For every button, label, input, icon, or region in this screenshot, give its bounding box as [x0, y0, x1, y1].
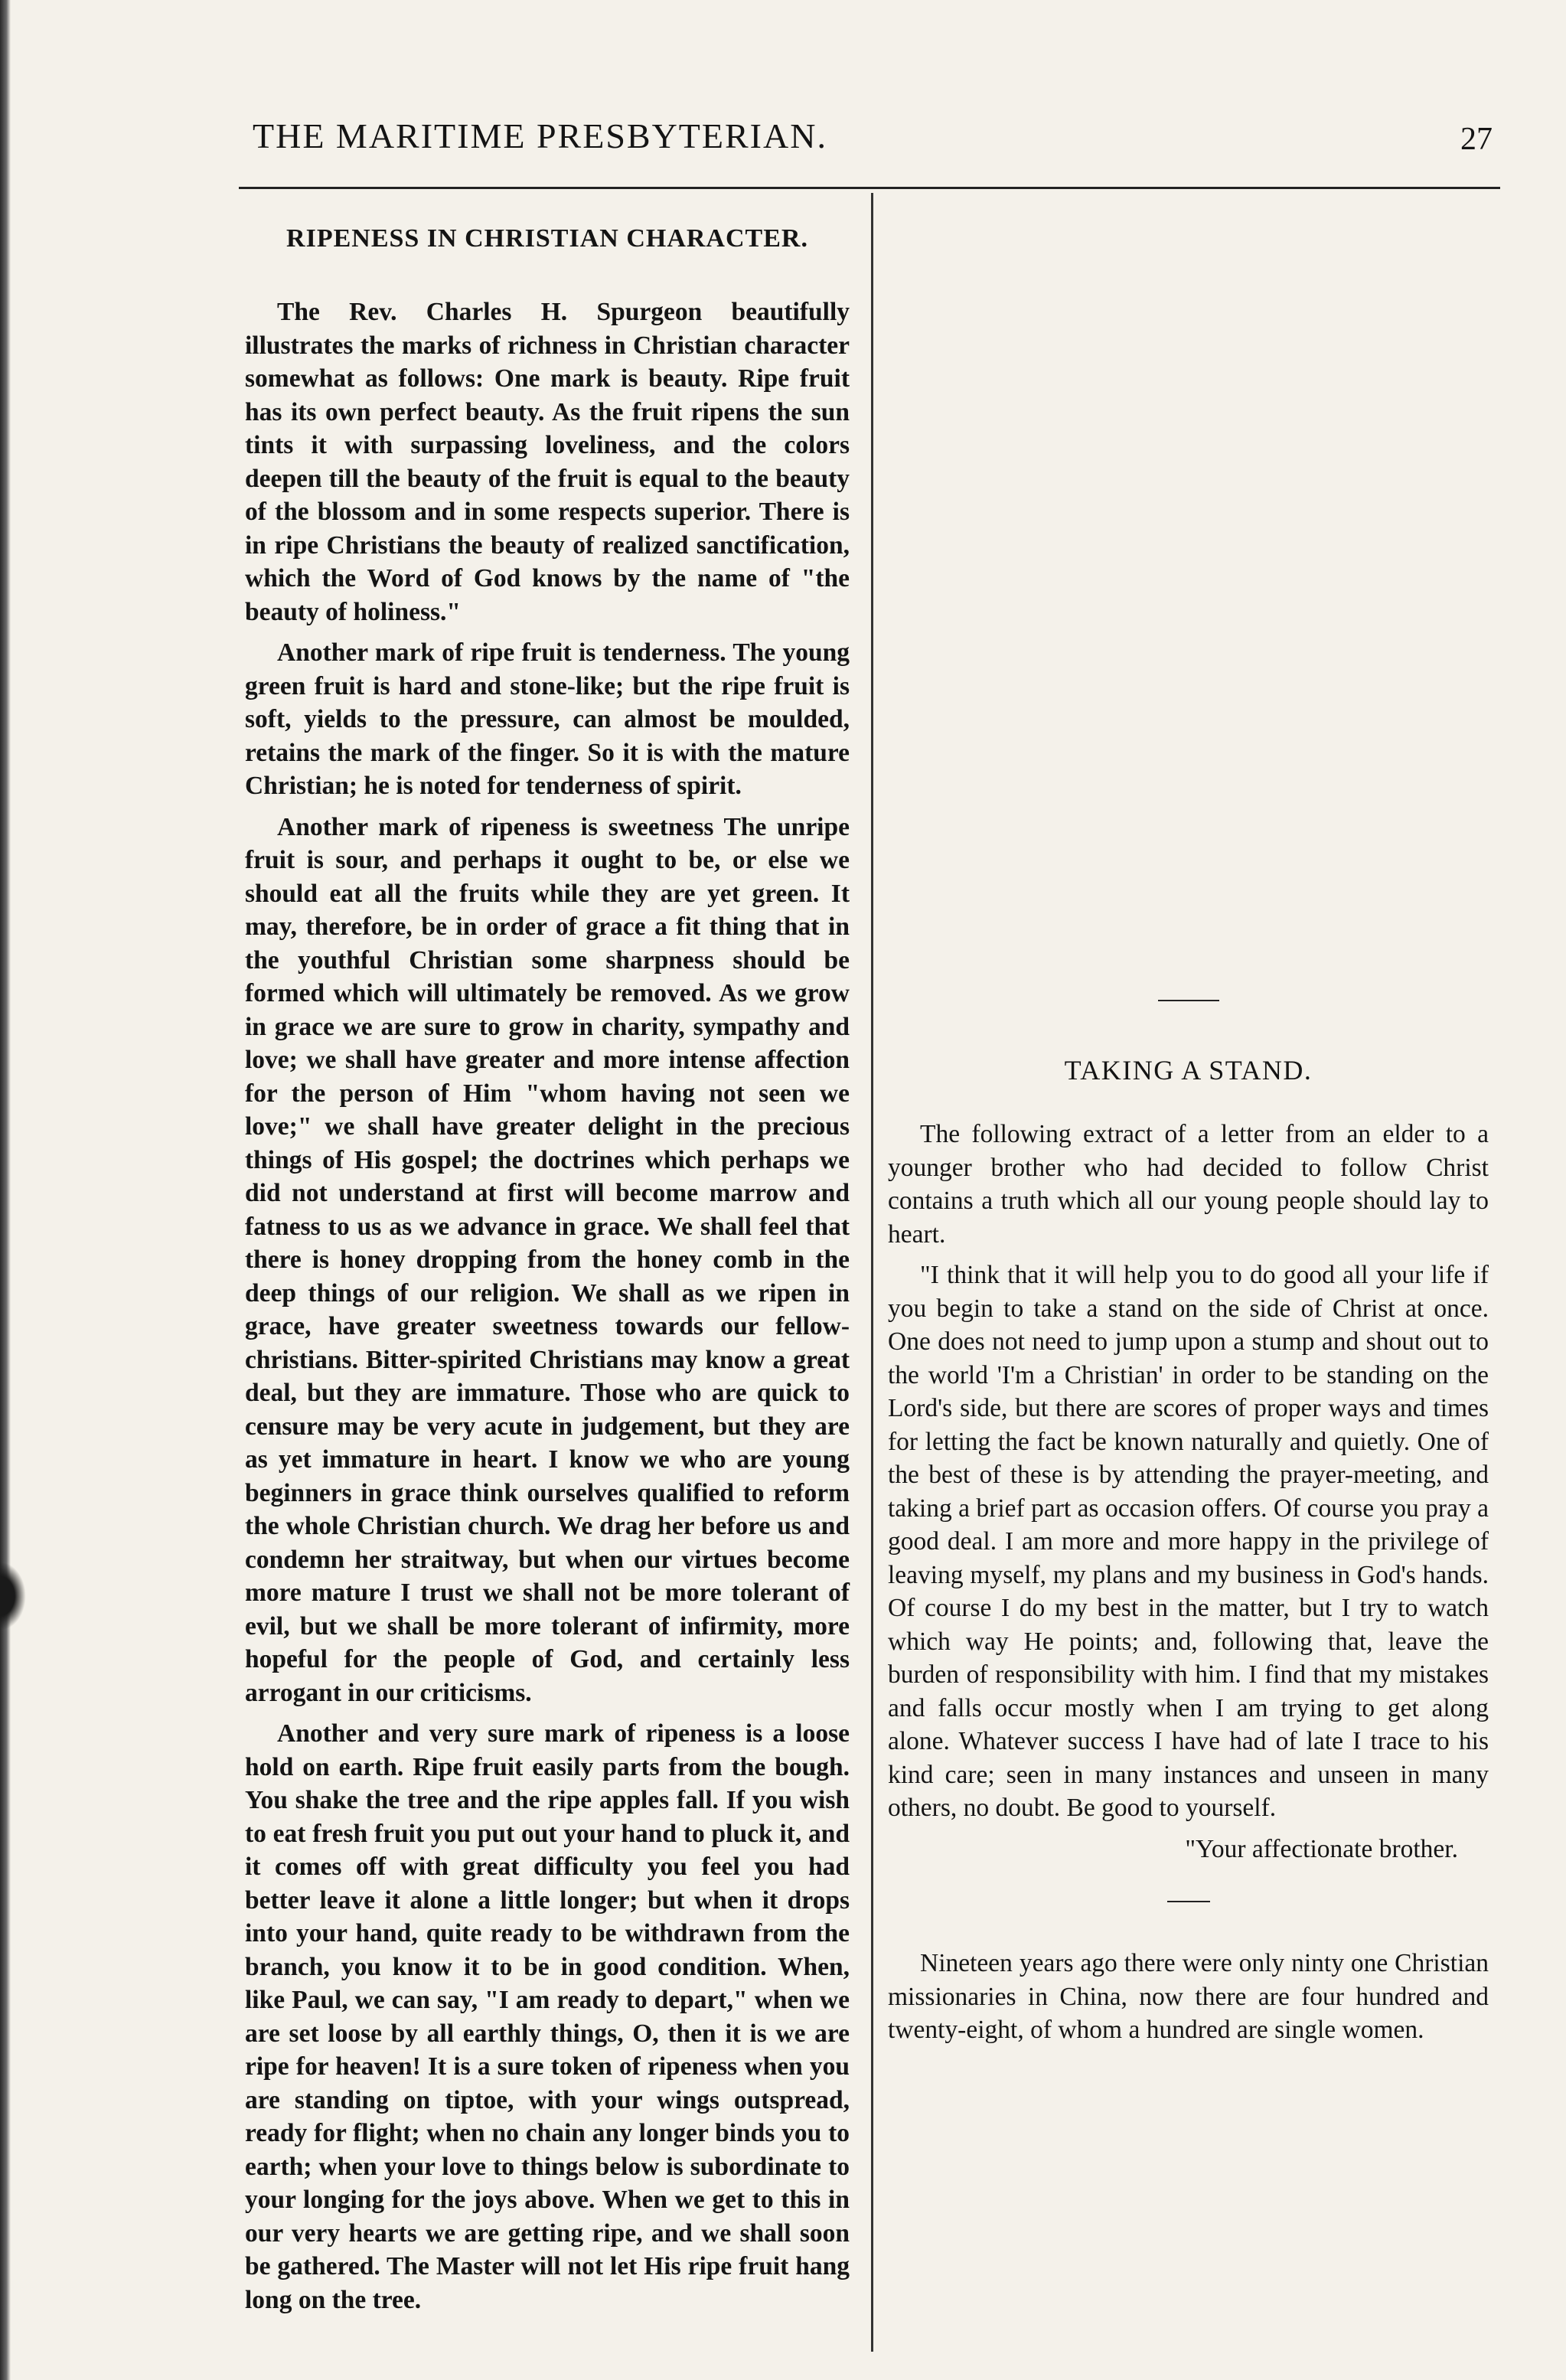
- article-paragraph: The following extract of a letter from an elder to a younger brother who had decided to follow Christ contains a truth which all our young people should lay to heart.: [888, 1120, 1489, 1249]
- column-divider: [871, 193, 873, 2352]
- article-paragraph-continued: Another and very sure mark of ripeness is a loose hold on earth. Ripe fruit easily parts from the bough. You shake the tree and the ripe apples fall. If you wish to eat fresh fruit you put out your hand to pluck it, and it comes off with great difficulty you feel you had better leave it alone a little longer; but when it drops into your hand, quite ready to be withdrawn from the branch, you know it to be in good condition. When, like Paul, we can say, "I am ready to depart," when we are set loose by all earthly things, O, then it is we are ripe for heaven! It is a sure token of ripeness when you are standing on tiptoe, with your wings outspread, ready for flight; when no chain any longer binds you to earth; when your love to things below is subordinate to your longing for the joys above. When we get to this in our very hearts we are getting ripe, and we shall soon be gathered. The Master will not let His ripe fruit hang long on the tree.: [245, 1719, 850, 2314]
- header-rule: [239, 187, 1500, 189]
- letter-signature: "Your affectionate brother.: [1185, 1834, 1458, 1863]
- page-binding-edge: [0, 0, 11, 2380]
- left-column: [245, 222, 850, 2316]
- article-paragraph: Another mark of ripeness is sweetness The unripe fruit is sour, and perhaps it ought to be, or else we should eat all the fruits while they are yet green. It may, therefore, be in order of grace a fit thing that in the youthful Christian some sharpness should be formed which will ultimately be removed. As we grow in grace we are sure to grow in charity, sympathy and love; we shall have greater and more intense affection for the person of Him "whom having not seen we love;" we shall have greater delight in the precious things of His gospel; the doctrines which perhaps we did not understand at first will become marrow and fatness to us as we advance in grace. We shall feel that there is honey dropping from the honey comb in the deep things of our religion. We shall as we ripen in grace, have greater sweetness towards our fellow-christians. Bitter-spirited Christians may know a great deal, but they are immature. Those who are quick to censure may be very acute in judgement, but they are as yet immature in heart. I know we who are young beginners in grace think ourselves qualified to reform the whole Christian church. We drag her before us and condemn her straitway, but when our virtues become more mature I trust we shall not be more tolerant of evil, but we shall be more tolerant of infirmity, more hopeful for the people of God, and certainly less arrogant in our criticisms.: [245, 812, 850, 1707]
- article-title-ripeness: RIPENESS IN CHRISTIAN CHARACTER.: [286, 224, 808, 253]
- article-title-taking-a-stand: TAKING A STAND.: [1064, 1055, 1313, 1086]
- article-paragraph: The Rev. Charles H. Spurgeon beautifully illustrates the marks of richness in Christian character somewhat as follows: One mark is beauty. Ripe fruit has its own perfect beauty. As the fruit ripens the sun tints it with surpassing loveliness, and the colors deepen till the beauty of the fruit is equal to the beauty of the blossom and in some respects superior. There is in ripe Christians the beauty of realized sanctification, which the Word of God knows by the name of "the beauty of holiness.": [245, 298, 850, 626]
- scan-artifact-mark: [0, 1562, 26, 1631]
- article-paragraph: Another mark of ripe fruit is tenderness. The young green fruit is hard and stone-like; but the ripe fruit is soft, yields to the pressure, can almost be moulded, retains the mark of the finger. So it is with the mature Christian; he is noted for tenderness of spirit.: [245, 638, 850, 800]
- section-separator: [1158, 1000, 1219, 1001]
- section-separator: [1167, 1901, 1210, 1902]
- letter-paragraph: "I think that it will help you to do good all your life if you begin to take a stand on the side of Christ at once. One does not need to jump upon a stump and shout out to the world 'I'm a Christian' in order to be standing on the Lord's side, but there are scores of proper ways and times for letting the fact be known naturally and quietly. One of the best of these is by attending the prayer-meeting, and taking a brief part as occasion offers. Of course you pray a good deal. I am more and more happy in the privilege of leaving myself, my plans and my business in God's hands. Of course I do my best in the matter, but I try to watch which way He points; and, following that, leave the burden of responsibility with him. I find that my mistakes and falls occur mostly when I am trying to get along alone. Whatever success I have had of late I trace to his kind care; seen in many instances and unseen in many others, no doubt. Be good to yourself.: [888, 1261, 1489, 1822]
- right-column: [888, 227, 1489, 2047]
- page-header: [253, 113, 1493, 162]
- page-number: 27: [1460, 122, 1493, 157]
- running-title: THE MARITIME PRESBYTERIAN.: [253, 116, 827, 155]
- missionary-note: Nineteen years ago there were only ninty one Christian missionaries in China, now there are four hundred and twenty-eight, of whom a hundred are single women.: [888, 1949, 1489, 2044]
